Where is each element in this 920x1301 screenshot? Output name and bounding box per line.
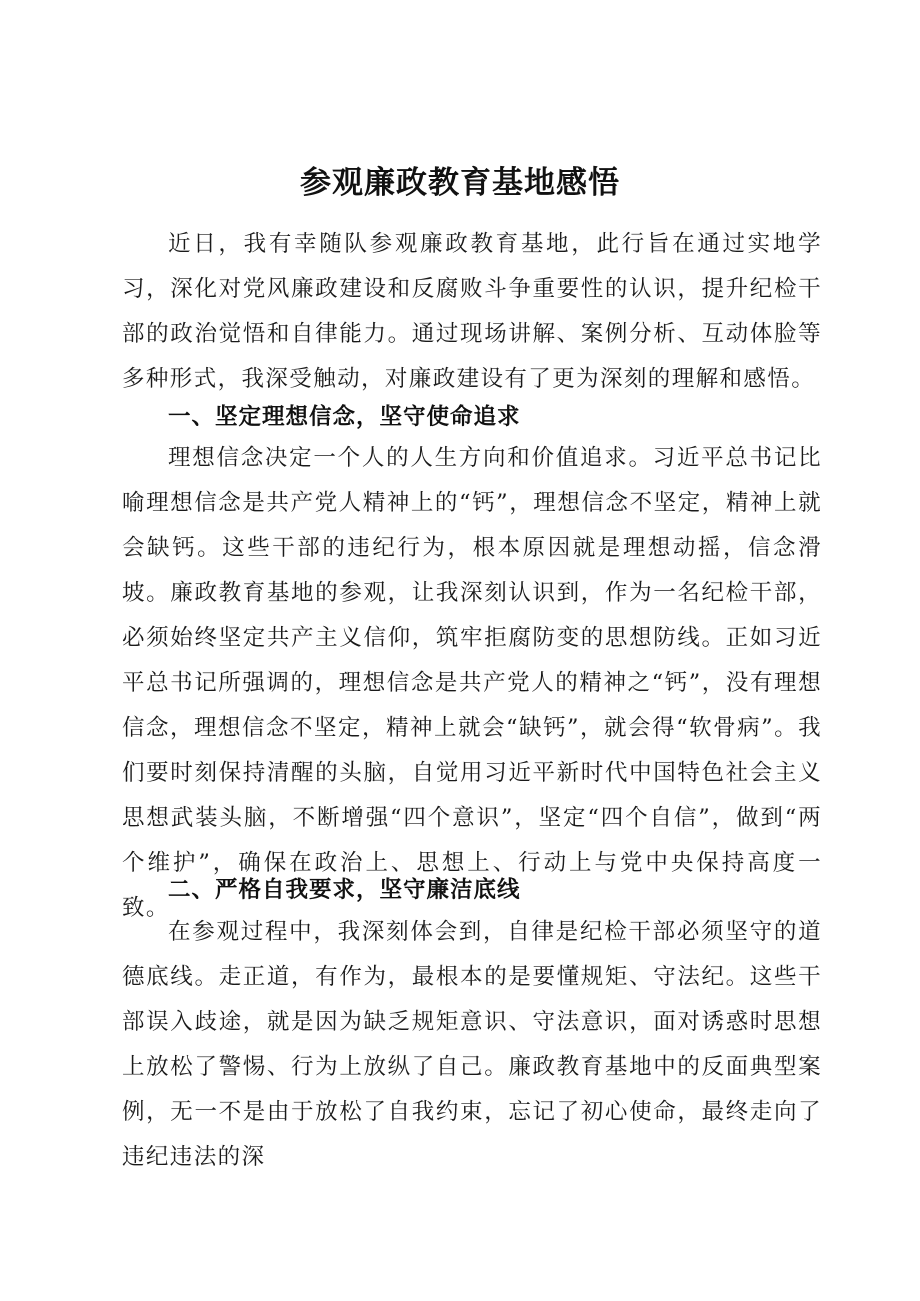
document-title: 参观廉政教育基地感悟 — [300, 165, 620, 201]
intro-paragraph: 近日，我有幸随队参观廉政教育基地，此行旨在通过实地学习，深化对党风廉政建设和反腐败斗争重要性的认识，提升纪检干部的政治觉悟和自律能力。通过现场讲解、案例分析、互动体脸等多种形式，我深受触动，对廉政建设有了更为深刻的理解和感悟。 — [122, 231, 822, 392]
section-heading-2: 二、严格自我要求，坚守廉洁底线 — [168, 877, 521, 903]
section-paragraph-2: 在参观过程中，我深刻体会到，自律是纪检干部必须坚守的道德底线。走正道，有作为，最根本的是要懂规矩、守法纪。这些干部误入歧途，就是因为缺乏规矩意识、守法意识，面对诱惑时思想上放松了警惕、行为上放纵了自己。廉政教育基地中的反面典型案例，无一不是由于放松了自我约束，忘记了初心使命，最终走向了违纪违法的深 — [122, 919, 822, 1170]
section-heading-1: 一、坚定理想信念，坚守使命追求 — [168, 404, 521, 430]
section-paragraph-1: 理想信念决定一个人的人生方向和价值追求。习近平总书记比喻理想信念是共产党人精神上的“钙”，理想信念不坚定，精神上就会缺钙。这些干部的违纪行为，根本原因就是理想动摇，信念滑坡。廉政教育基地的参观，让我深刻认识到，作为一名纪检干部，必须始终坚定共产主义信仰，筑牢拒腐防变的思想防线。正如习近平总书记所强调的，理想信念是共产党人的精神之“钙”，没有理想信念，理想信念不坚定，精神上就会“缺钙”，就会得“软骨病”。我们要时刻保持清醒的头脑，自觉用习近平新时代中国特色社会主义思想武装头脑，不断增强“四个意识”，坚定“四个自信”，做到“两个维护”，确保在政治上、思想上、行动上与党中央保持高度一致。 — [122, 445, 822, 921]
